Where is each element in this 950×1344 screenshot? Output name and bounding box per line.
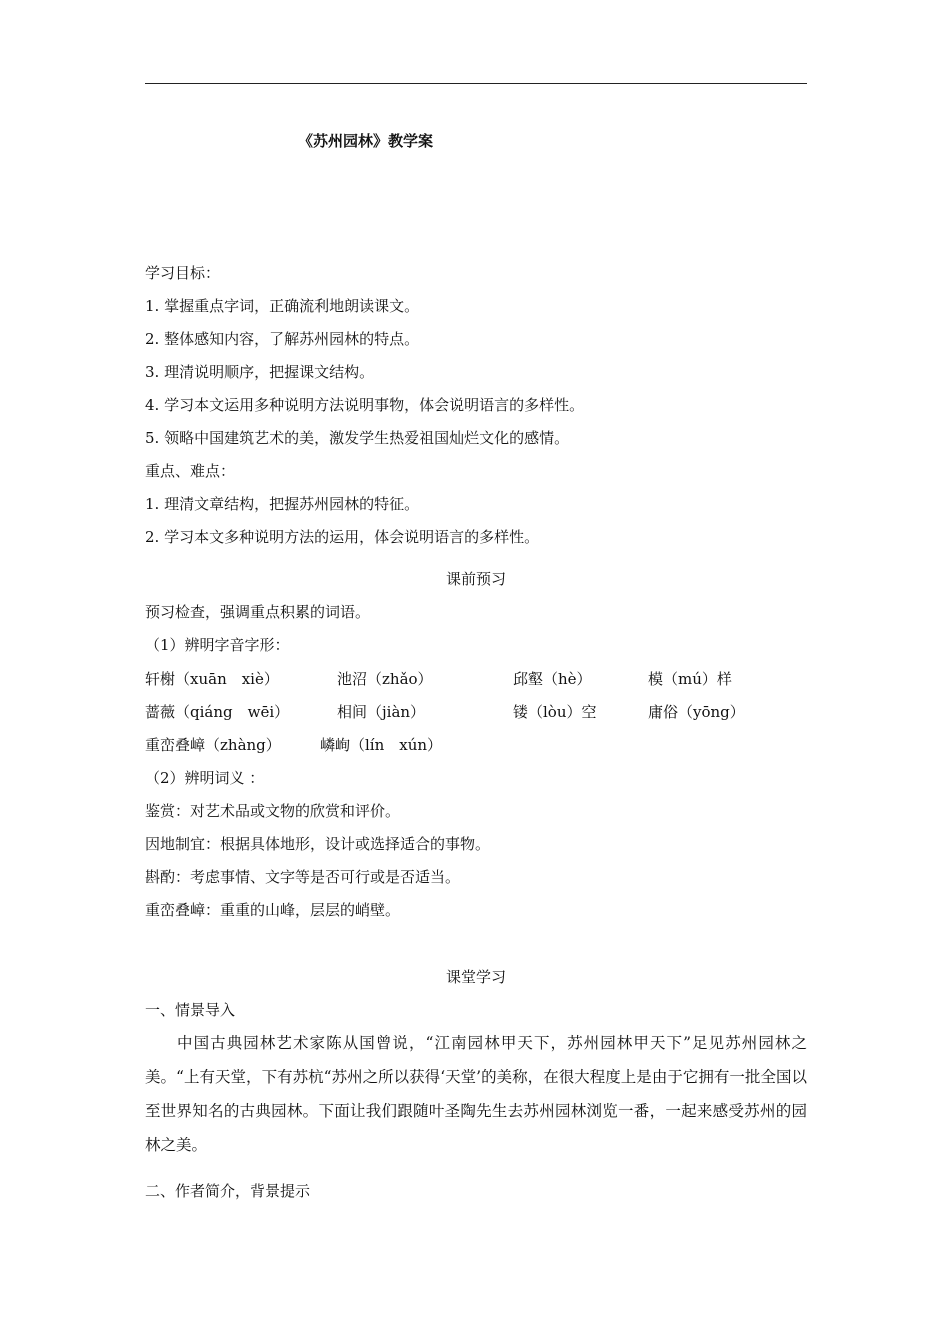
preview-heading: 课前预习 [445, 570, 506, 588]
key-point: 2. 学习本文多种说明方法的运用，体会说明语言的多样性。 [145, 528, 540, 546]
meaning-item: 因地制宜：根据具体地形，设计或选择适合的事物。 [145, 835, 491, 853]
meaning-item: 斟酌：考虑事情、文字等是否可行或是否适当。 [145, 868, 461, 886]
word-entry: 嶙峋（lín xún） [320, 736, 443, 754]
pronunciation-row [145, 668, 807, 688]
pronunciation-heading: （1）辨明字音字形： [145, 636, 290, 654]
intro-paragraph: 中国古典园林艺术家陈从国曾说，“江南园林甲天下，苏州园林甲天下”足见苏州园林之美。“上有天堂，下有苏杭“苏州之所以获得‘天堂’的美称，在很大程度上是由于它拥有一批全国以至世界知名的古典园林。下面让我们跟随叶圣陶先生去苏州园林浏览一番，一起来感受苏州的园林之美。 [145, 1034, 807, 1154]
word-entry: 庸俗（yōng） [648, 703, 745, 721]
key-point: 1. 理清文章结构，把握苏州园林的特征。 [145, 495, 420, 513]
meaning-heading: （2）辨明词义 ： [145, 769, 265, 787]
goal-item: 4. 学习本文运用多种说明方法说明事物，体会说明语言的多样性。 [145, 396, 585, 414]
preview-intro: 预习检查，强调重点积累的词语。 [145, 603, 371, 621]
word-entry: 池沼（zhǎo） [337, 670, 433, 688]
class-heading: 课堂学习 [445, 968, 506, 986]
word-entry: 镂（lòu）空 [513, 703, 597, 721]
goals-heading: 学习目标： [145, 264, 221, 282]
goal-item: 2. 整体感知内容，了解苏州园林的特点。 [145, 330, 420, 348]
meaning-item: 鉴赏：对艺术品或文物的欣赏和评价。 [145, 802, 401, 820]
word-entry: 重峦叠嶂（zhàng） [145, 736, 281, 754]
key-heading: 重点、难点： [145, 462, 236, 480]
header-rule [145, 83, 807, 84]
word-entry: 蔷薇（qiáng wēi） [145, 703, 290, 721]
word-entry: 邱壑（hè） [513, 670, 592, 688]
pronunciation-row [145, 734, 807, 754]
goal-item: 5. 领略中国建筑艺术的美，激发学生热爱祖国灿烂文化的感情。 [145, 429, 570, 447]
goal-item: 1. 掌握重点字词，正确流利地朗读课文。 [145, 297, 420, 315]
section-heading-intro: 一、情景导入 [145, 1001, 236, 1019]
word-entry: 相间（jiàn） [337, 703, 426, 721]
word-entry: 轩榭（xuān xiè） [145, 670, 279, 688]
meaning-item: 重峦叠嶂：重重的山峰，层层的峭壁。 [145, 901, 401, 919]
goal-item: 3. 理清说明顺序，把握课文结构。 [145, 363, 375, 381]
section-heading-author: 二、作者简介，背景提示 [145, 1182, 311, 1200]
document-title: 《苏州园林》教学案 [298, 132, 434, 150]
pronunciation-row [145, 701, 807, 721]
word-entry: 模（mú）样 [648, 670, 732, 688]
